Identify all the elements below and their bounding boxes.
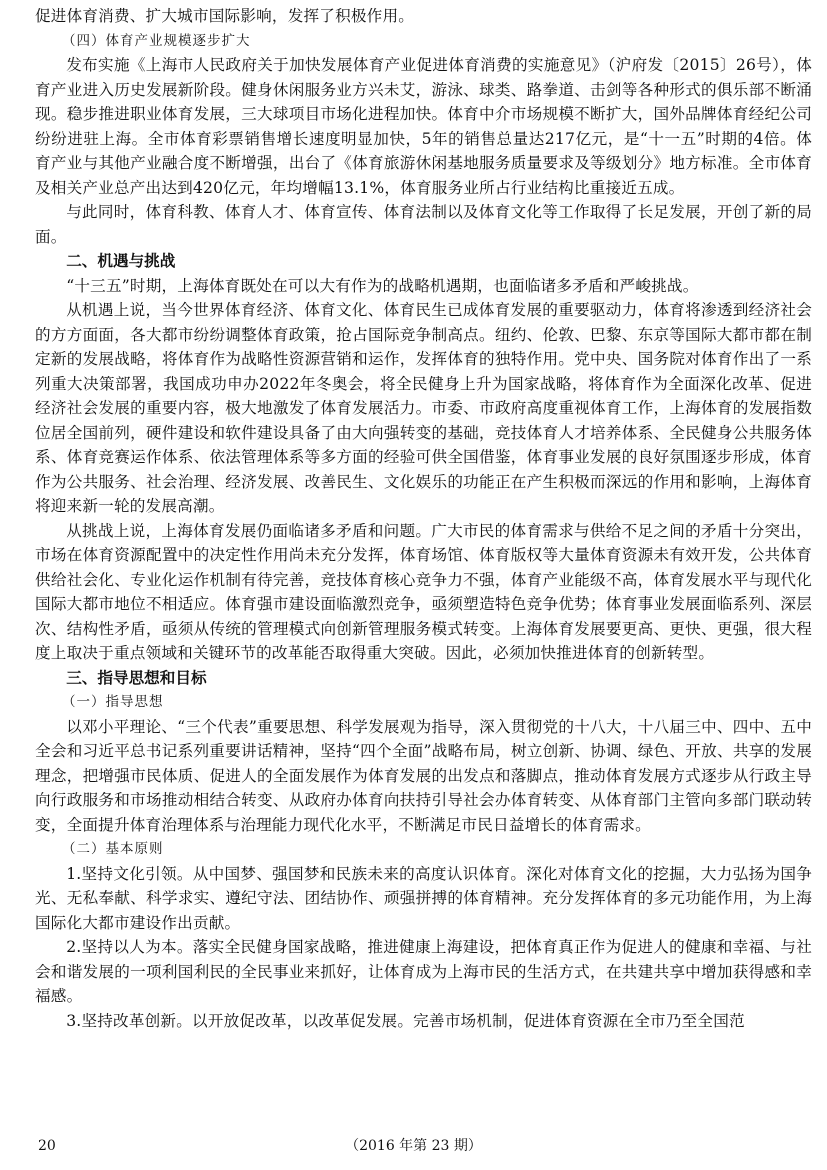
paragraph-challenge: 从挑战上说，上海体育发展仍面临诸多矛盾和问题。广大市民的体育需求与供给不足之间的矛盾十分突出，市场在体育资源配置中的决定性作用尚未充分发挥，体育场馆、体育版权等大量体育资源未有效开发，公共体育供给社会化、专业化运作机制有待完善，竞技体育核心竞争力不强，体育产业能级不高，体育发展水平与现代化国际大都市地位不相适应。体育强市建设面临激烈竞争，亟须塑造特色竞争优势；体育事业发展面临系列、深层次、结构性矛盾，亟须从传统的管理模式向创新管理服务模式转变。上海体育发展要更高、更快、更强，很大程度上取决于重点领域和关键环节的改革能否取得重大突破。因此，必须加快推进体育的创新转型。 (35, 521, 812, 662)
issue-label: （2016 年第 23 期） (345, 1138, 482, 1154)
subheading-guiding-thought: （一）指导思想 (62, 694, 164, 710)
subheading-industry-scale: （四）体育产业规模逐步扩大 (62, 32, 251, 49)
paragraph-principle-2: 2.坚持以人为本。落实全民健身国家战略，推进健康上海建设，把体育真正作为促进人的健康和幸福、与社会和谐发展的一项利国利民的全民事业来抓好，让体育成为上海市民的生活方式，在共建共享中增加获得感和幸福感。 (35, 938, 812, 1005)
paragraph-intro-tail: 促进体育消费、扩大城市国际影响，发挥了积极作用。 (35, 7, 415, 25)
subheading-basic-principles: （二）基本原则 (62, 841, 164, 857)
paragraph-industry: 发布实施《上海市人民政府关于加快发展体育产业促进体育消费的实施意见》（沪府发〔2015〕26号），体育产业进入历史发展新阶段。健身休闲服务业方兴未艾，游泳、球类、路拳道、击剑等各种形式的俱乐部不断涌现。稳步推进职业体育发展，三大球项目市场化进程加快。体育中介市场规模不断扩大，国外品牌体育经纪公司纷纷进驻上海。全市体育彩票销售增长速度明显加快，5年的销售总量达217亿元，是“十一五”时期的4倍。体育产业与其他产业融合度不断增强，出台了《体育旅游休闲基地服务质量要求及等级划分》地方标准。全市体育及相关产业总产出达到420亿元，年均增幅13.1%，体育服务业所占行业结构比重接近五成。 (35, 56, 812, 197)
paragraph-challenge-intro: “十三五”时期，上海体育既处在可以大有作为的战略机遇期，也面临诸多矛盾和严峻挑战。 (66, 276, 699, 295)
document-page (35, 4, 812, 1124)
paragraph-guiding-thought: 以邓小平理论、“三个代表”重要思想、科学发展观为指导，深入贯彻党的十八大，十八届三中、四中、五中全会和习近平总书记系列重要讲话精神，坚持“四个全面”战略布局，树立创新、协调、绿色、开放、共享的发展理念，把增强市民体质、促进人的全面发展作为体育发展的出发点和落脚点，推动体育发展方式逐步从行政主导向行政服务和市场推动相结合转变、从政府办体育向扶持引导社会办体育转变、从体育部门主管向多部门联动转变，全面提升体育治理体系与治理能力现代化水平，不断满足市民日益增长的体育需求。 (35, 717, 812, 834)
page-number: 20 (38, 1138, 56, 1154)
paragraph-principle-3: 3.坚持改革创新。以开放促改革，以改革促发展。完善市场机制，促进体育资源在全市乃至全国范 (66, 1011, 745, 1030)
paragraph-opportunity: 从机遇上说，当今世界体育经济、体育文化、体育民生已成体育发展的重要驱动力，体育将渗透到经济社会的方方面面，各大都市纷纷调整体育政策，抢占国际竞争制高点。纽约、伦敦、巴黎、东京等国际大都市都在制定新的发展战略，将体育作为战略性资源营销和运作，发挥体育的独特作用。党中央、国务院对体育作出了一系列重大决策部署，我国成功申办2022年冬奥会，将全民健身上升为国家战略，将体育作为全面深化改革、促进经济社会发展的重要内容，极大地激发了体育发展活力。市委、市政府高度重视体育工作，上海体育的发展指数位居全国前列，硬件建设和软件建设具备了由大向强转变的基础，竞技体育人才培养体系、全民健身公共服务体系、体育竞赛运作体系、依法管理体系等多方面的经验可供全国借鉴，体育事业发展的良好氛围逐步形成，体育作为公共服务、社会治理、经济发展、改善民生、文化娱乐的功能正在产生积极而深远的作用和影响，上海体育将迎来新一轮的发展高潮。 (35, 301, 812, 515)
heading-opportunities-challenges: 二、机遇与挑战 (66, 252, 176, 270)
page-footer (0, 1134, 827, 1158)
paragraph-other-work: 与此同时，体育科教、体育人才、体育宣传、体育法制以及体育文化等工作取得了长足发展，开创了新的局面。 (35, 203, 812, 246)
paragraph-principle-1: 1.坚持文化引领。从中国梦、强国梦和民族未来的高度认识体育。深化对体育文化的挖掘，大力弘扬为国争光、无私奉献、科学求实、遵纪守法、团结协作、顽强拼搏的体育精神。充分发挥体育的多元功能作用，为上海国际化大都市建设作出贡献。 (35, 864, 812, 932)
heading-guiding-thought-goals: 三、指导思想和目标 (66, 668, 207, 687)
